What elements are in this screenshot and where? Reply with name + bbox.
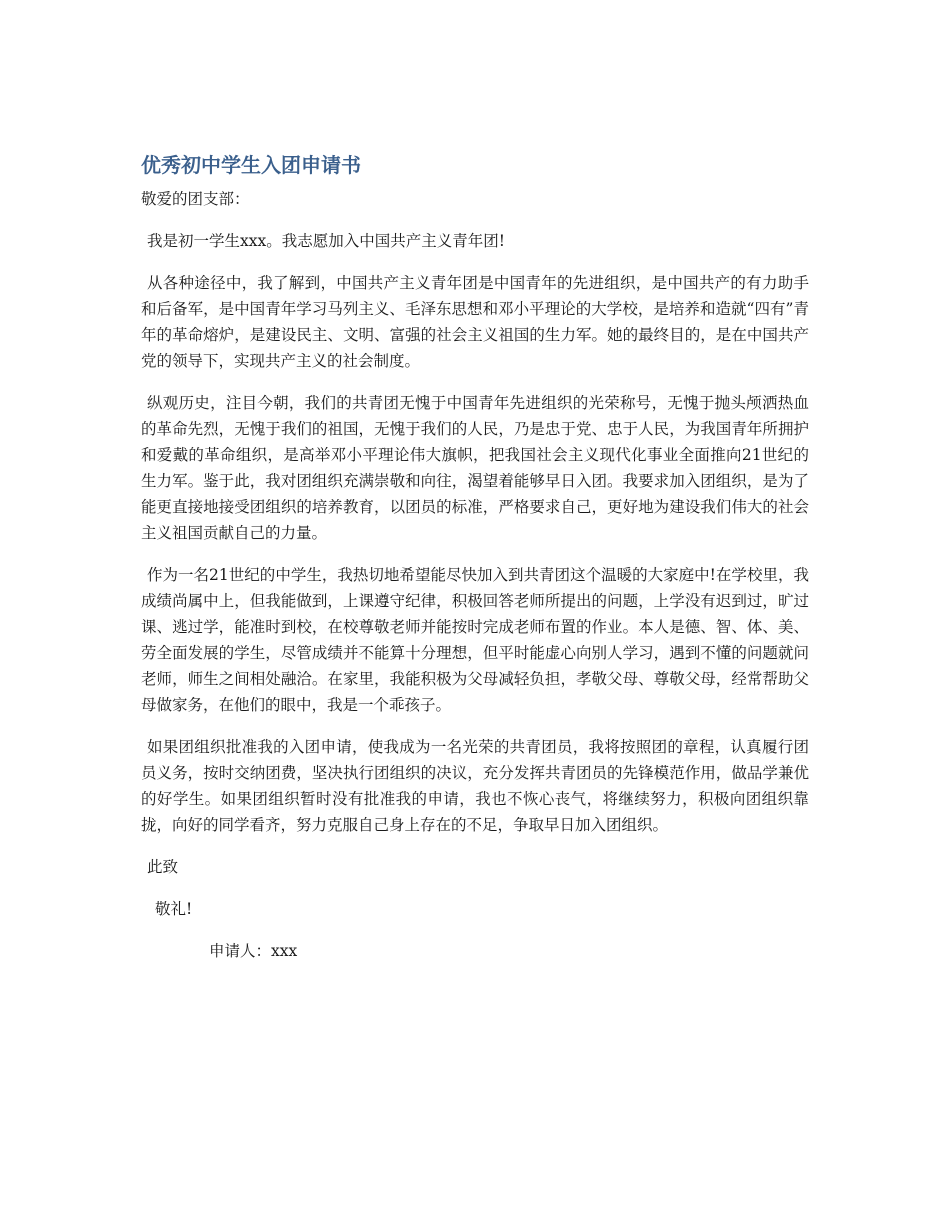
- salutation: 敬爱的团支部：: [141, 190, 250, 208]
- paragraph-intro: 我是初一学生xxx。我志愿加入中国共产主义青年团!: [147, 232, 505, 250]
- signature: 申请人：xxx: [209, 942, 298, 960]
- paragraph-self-description: 作为一名21世纪的中学生，我热切地希望能尽快加入到共青团这个温暖的大家庭中!在学校里，我成绩尚属中上，但我能做到，上课遵守纪律，积极回答老师所提出的问题，上学没有迟到过，旷过课、逃过学，能准时到校，在校尊敬老师并能按时完成老师布置的作业。本人是德、智、体、美、劳全面发展的学生，尽管成绩并不能算十分理想，但平时能虚心向别人学习，遇到不懂的问题就问老师，师生之间相处融洽。在家里，我能积极为父母减轻负担，孝敬父母、尊敬父母，经常帮助父母做家务，在他们的眼中，我是一个乖孩子。: [141, 566, 809, 714]
- document-title: 优秀初中学生入团申请书: [141, 153, 361, 177]
- paragraph-understanding: 从各种途径中，我了解到，中国共产主义青年团是中国青年的先进组织，是中国共产的有力助手和后备军，是中国青年学习马列主义、毛泽东思想和邓小平理论的大学校，是培养和造就“四有”青年的革命熔炉，是建设民主、文明、富强的社会主义祖国的生力军。她的最终目的，是在中国共产党的领导下，实现共产主义的社会制度。: [141, 274, 809, 370]
- document-page: [141, 150, 809, 964]
- respect-text: 敬礼!: [155, 900, 193, 918]
- paragraph-commitment: 如果团组织批准我的入团申请，使我成为一名光荣的共青团员，我将按照团的章程，认真履行团员义务，按时交纳团费，坚决执行团组织的决议，充分发挥共青团员的先锋模范作用，做品学兼优的好学生。如果团组织暂时没有批准我的申请，我也不恢心丧气，将继续努力，积极向团组织靠拢，向好的同学看齐，努力克服自己身上存在的不足，争取早日加入团组织。: [141, 738, 809, 834]
- paragraph-history: 纵观历史，注目今朝，我们的共青团无愧于中国青年先进组织的光荣称号，无愧于抛头颅洒热血的革命先烈，无愧于我们的祖国，无愧于我们的人民，乃是忠于党、忠于人民，为我国青年所拥护和爱戴的革命组织，是高举邓小平理论伟大旗帜，把我国社会主义现代化事业全面推向21世纪的生力军。鉴于此，我对团组织充满崇敬和向往，渴望着能够早日入团。我要求加入团组织，是为了能更直接地接受团组织的培养教育，以团员的标准，严格要求自己，更好地为建设我们伟大的社会主义祖国贡献自己的力量。: [141, 394, 809, 542]
- closing-text: 此致: [147, 858, 179, 876]
